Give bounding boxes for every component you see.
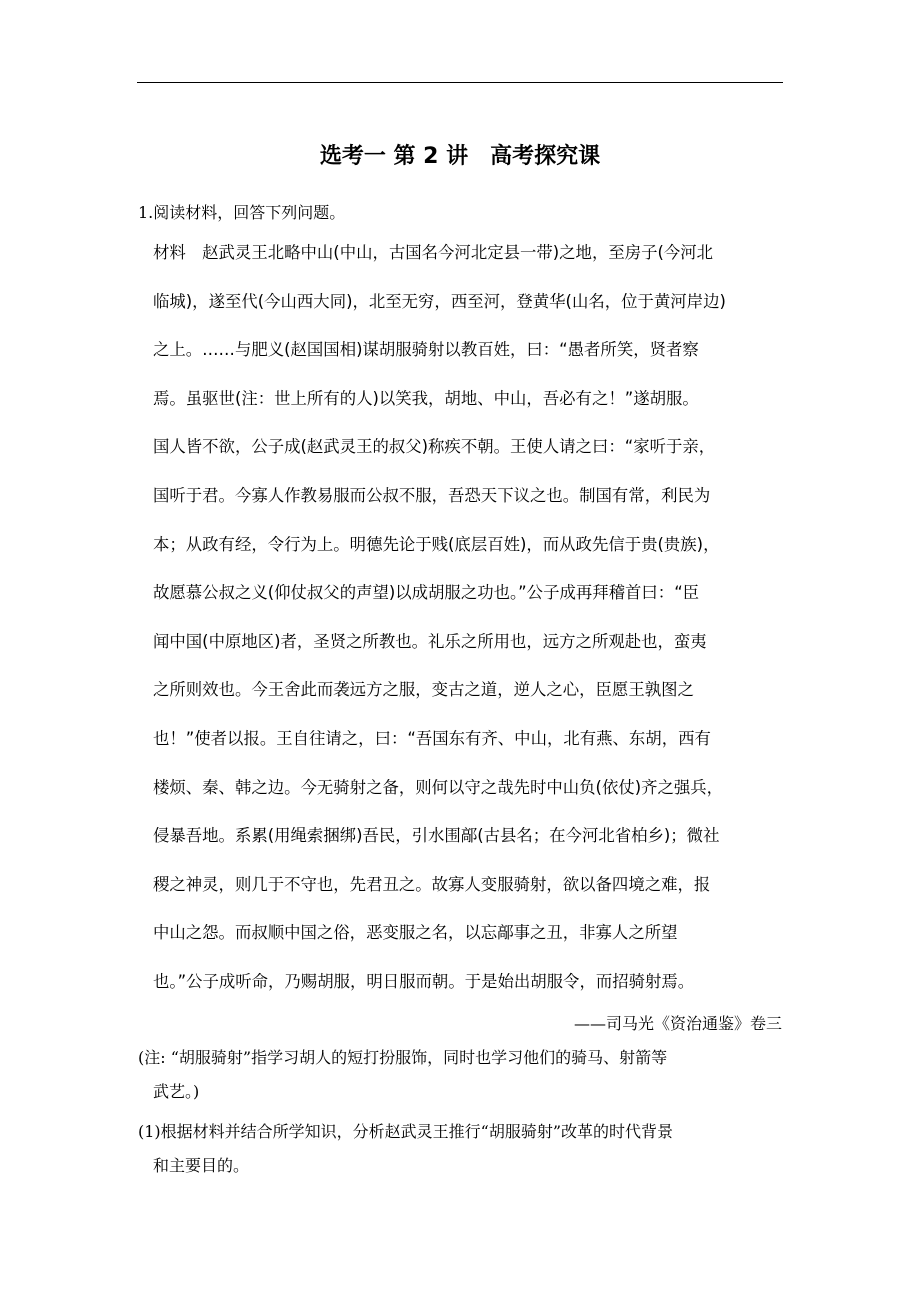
sub-question-line: 和主要目的。 [153,1156,250,1175]
annotation-note [138,1044,783,1112]
material-line: 材料 赵武灵王北略中山(中山，古国名今河北定县一带)之地，至房子(今河北 [153,243,714,262]
material-line: 也。”公子成听命，乃赐胡服，明日服而朝。于是始出胡服令，而招骑射焉。 [153,971,695,991]
material-line: 稷之神灵，则几于不守也，先君丑之。故寡人变服骑射，欲以备四境之难，报 [153,874,711,894]
material-line: 焉。虽驱世(注：世上所有的人)以笑我，胡地、中山，吾必有之！”遂胡服。 [153,388,699,408]
material-line: 本；从政有经，令行为上。明德先论于贱(底层百姓)，而从政先信于贵(贵族)， [153,534,720,554]
note-line: 武艺。) [153,1082,200,1101]
material-line: 之上。……与肥义(赵国国相)谋胡服骑射以教百姓，曰：“愚者所笑，贤者察 [153,340,699,360]
header-rule [137,82,783,83]
material-line: 故愿慕公叔之义(仰仗叔父的声望)以成胡服之功也。”公子成再拜稽首曰：“臣 [153,583,700,603]
page-title: 选考一 第 2 讲 高考探究课 [319,144,601,169]
question-prompt: 1.阅读材料，回答下列问题。 [138,203,346,222]
note-line: (注: “胡服骑射”指学习胡人的短打扮服饰，同时也学习他们的骑马、射箭等 [138,1048,668,1067]
material-line: 也！”使者以报。王自往请之，曰：“吾国东有齐、中山，北有燕、东胡，西有 [153,728,711,748]
material-line: 国听于君。今寡人作教易服而公叔不服，吾恐天下议之也。制国有常，利民为 [153,485,711,505]
material-line: 国人皆不欲，公子成(赵武灵王的叔父)称疾不朝。王使人请之曰：“家听于亲， [153,437,716,457]
material-line: 闻中国(中原地区)者，圣贤之所教也。礼乐之所用也，远方之所观赴也，蛮夷 [153,631,707,651]
material-line: 之所则效也。今王舍此而袭远方之服，变古之道，逆人之心，臣愿王孰图之 [153,680,694,700]
sub-question [138,1118,783,1186]
material-line: 中山之怨。而叔顺中国之俗，恶变服之名，以忘鄗事之丑，非寡人之所望 [153,923,678,943]
material-line: 侵暴吾地。系累(用绳索捆绑)吾民，引水围鄗(古县名；在今河北省柏乡)；微社 [153,826,720,846]
material-line: 临城)，遂至代(今山西大同)，北至无穷，西至河，登黄华(山名，位于黄河岸边) [153,291,726,311]
material-passage [153,238,785,1016]
material-line: 楼烦、秦、韩之边。今无骑射之备，则何以守之哉先时中山负(依仗)齐之强兵， [153,777,724,797]
sub-question-line: (1)根据材料并结合所学知识，分析赵武灵王推行“胡服骑射”改革的时代背景 [138,1122,674,1141]
source-citation: ——司马光《资治通鉴》卷三 [573,1014,782,1033]
